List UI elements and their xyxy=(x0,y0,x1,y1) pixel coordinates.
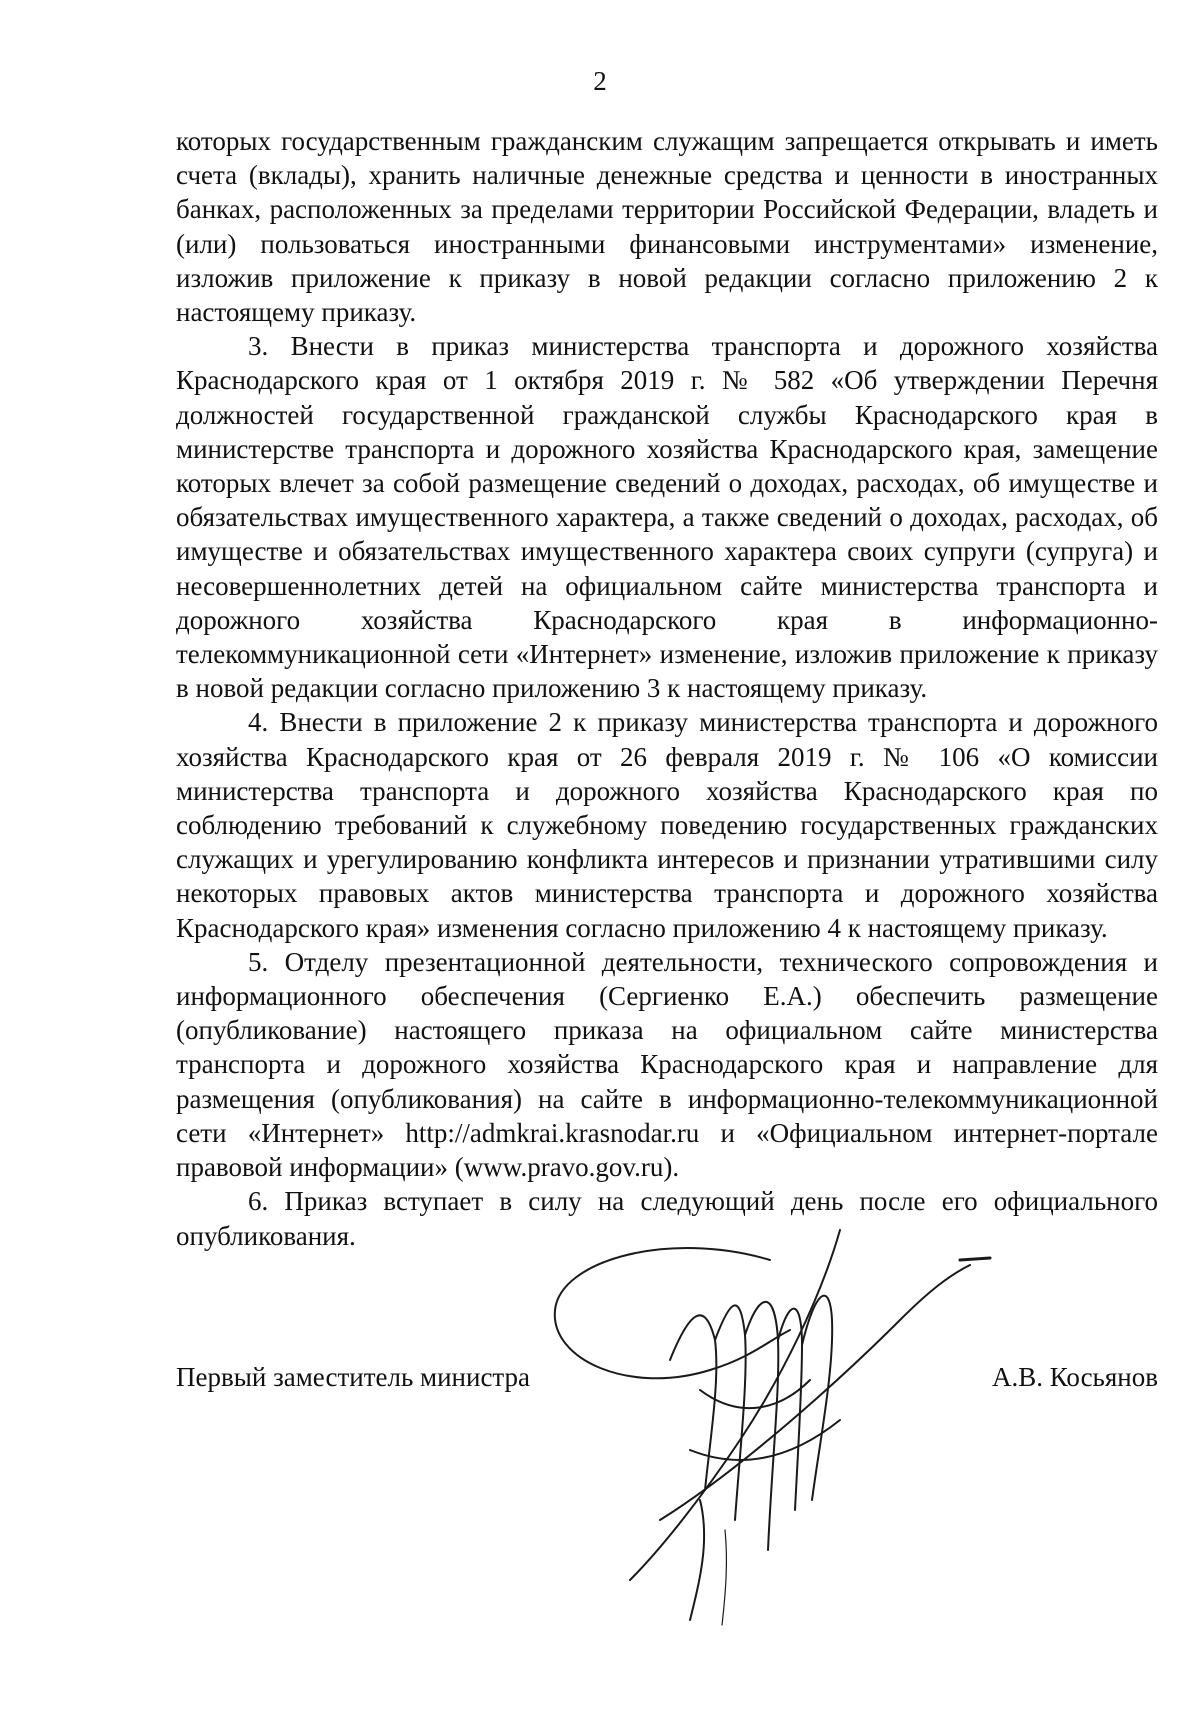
paragraph-continuation: которых государственным гражданским служащим запрещается открывать и иметь счета (вклады), хранить наличные денежные средства и ценности в иностранных банках, расположенных за пределами территории Российской Федерации, владеть и (или) пользоваться иностранными финансовыми инструментами» изменение, изложив приложение к приказу в новой редакции согласно приложению 2 к настоящему приказу. xyxy=(176,126,1158,328)
document-body xyxy=(176,124,1158,1253)
signature-block xyxy=(176,1362,1158,1402)
signatory-name: А.В. Косьянов xyxy=(991,1362,1158,1392)
paragraph-item-5: 5. Отделу презентационной деятельности, технического сопровождения и информационного обеспечения (Сергиенко Е.А.) обеспечить размещение (опубликование) настоящего приказа на официальном сайте министерства транспорта и дорожного хозяйства Краснодарского края и направление для размещения (опубликования) на сайте в информационно-телекоммуникационной сети «Интернет» http://admkrai.krasnodar.ru и «Официальном интернет-портале правовой информации» (www.pravo.gov.ru). xyxy=(176,946,1158,1183)
handwritten-signature xyxy=(540,1220,1020,1640)
page-number: 2 xyxy=(593,66,607,96)
paragraph-item-3: 3. Внести в приказ министерства транспорта и дорожного хозяйства Краснодарского края от 1 октября 2019 г. № 582 «Об утверждении Перечня должностей государственной гражданской службы Краснодарского края в министерстве транспорта и дорожного хозяйства Краснодарского края, замещение которых влечет за собой размещение сведений о доходах, расходах, об имуществе и обязательствах имущественного характера, а также сведений о доходах, расходах, об имуществе и обязательствах имущественного характера своих супруги (супруга) и несовершеннолетних детей на официальном сайте министерства транспорта и дорожного хозяйства Краснодарского края в информационно-телекоммуникационной сети «Интернет» изменение, изложив приложение к приказу в новой редакции согласно приложению 3 к настоящему приказу. xyxy=(176,331,1158,704)
paragraph-item-6: 6. Приказ вступает в силу на следующий день после его официального опубликования. xyxy=(176,1186,1158,1251)
signatory-position: Первый заместитель министра xyxy=(176,1362,531,1392)
paragraph-item-4: 4. Внести в приложение 2 к приказу министерства транспорта и дорожного хозяйства Краснодарского края от 26 февраля 2019 г. № 106 «О комиссии министерства транспорта и дорожного хозяйства Краснодарского края по соблюдению требований к служебному поведению государственных гражданских служащих и урегулированию конфликта интересов и признании утратившими силу некоторых правовых актов министерства транспорта и дорожного хозяйства Краснодарского края» изменения согласно приложению 4 к настоящему приказу. xyxy=(176,707,1158,943)
